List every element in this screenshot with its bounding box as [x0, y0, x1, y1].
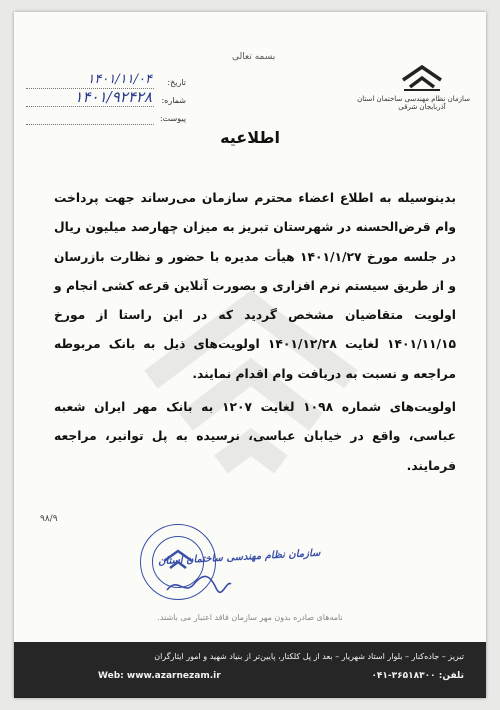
attachment-dotted-line: [26, 124, 154, 125]
body-paragraph-2: اولویت‌های شماره ۱۰۹۸ لغایت ۱۲۰۷ به بانک مهر ایران شعبه عباسی، واقع در خیابان عباسی، نرسیده به پل توانیر، مراجعه فرمایند.: [54, 400, 456, 473]
org-logo: [357, 62, 470, 111]
attachment-label: پیوست:: [159, 114, 186, 123]
announcement-body: [54, 184, 456, 481]
letter-page: [14, 12, 486, 698]
number-row: [26, 88, 186, 110]
org-name-line1: سازمان نظام مهندسی ساختمان استان: [357, 95, 470, 103]
attachment-row: [26, 110, 186, 128]
body-paragraph-1: بدینوسیله به اطلاع اعضاء محترم سازمان می‌رساند جهت پرداخت وام قرض‌الحسنه در شهرستان تبریز به میزان چهارصد میلیون ریال در جلسه مورخ ۱۴۰۱/۱/۲۷ هیأت مدیره با حضور و نظارت بازرسان و از طریق سیستم نرم افزاری و بصورت آنلاین قرعه کشی انجام و اولویت متقاضیان مشخص گردید که در این راستا از مورخ ۱۴۰۱/۱۱/۱۵ لغایت ۱۴۰۱/۱۲/۲۸ اولویت‌های ذیل به بانک مربوطه مراجعه و نسبت به دریافت وام اقدام نمایند.: [54, 191, 456, 381]
org-name-line2: آذربایجان شرقی: [398, 103, 446, 111]
bismillah-label: بسمه تعالی: [232, 52, 276, 62]
footer-address: تبریز – جاده‌کنار – بلوار استاد شهریار – بعد از پل کلکتار، پایین‌تر از بنیاد شهید و امور ایثارگران: [154, 652, 464, 661]
number-label: شماره:: [161, 96, 186, 105]
number-value: ۱۴۰۱/۹۲۴۲۸: [74, 88, 152, 106]
date-value: ۱۴۰۱/۱۱/۰۴: [87, 72, 152, 87]
announcement-title: اطلاعیه: [220, 128, 280, 147]
building-logo-icon: [400, 62, 444, 92]
stamp-text: سازمان نظام مهندسی ساختمان استان: [157, 547, 321, 568]
validity-note: نامه‌های صادره بدون مهر سازمان فاقد اعتبار می باشند.: [157, 613, 343, 622]
letter-meta: [26, 74, 186, 128]
signature-scribble-icon: [164, 572, 234, 598]
footer-phone: تلفن: ۳۶۵۱۸۳۰۰-۰۴۱: [371, 671, 464, 681]
date-label: تاریخ:: [167, 78, 186, 87]
letter-footer: [14, 642, 486, 698]
footer-website-link[interactable]: Web: www.azarnezam.ir: [98, 671, 221, 681]
number-dotted-line: [26, 106, 154, 107]
reference-code: ۹۸/۹: [40, 514, 58, 524]
